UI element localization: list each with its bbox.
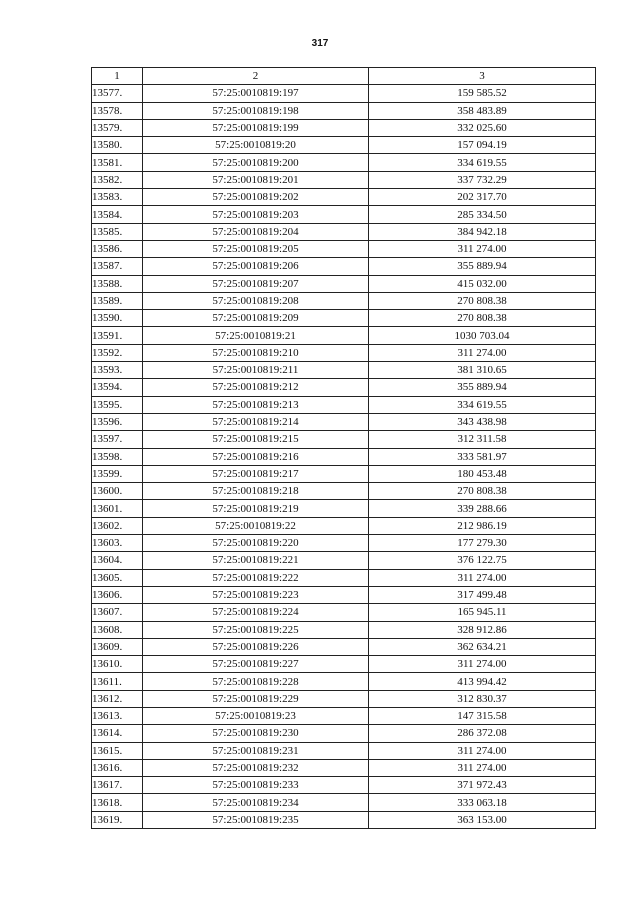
table-row: [92, 586, 596, 603]
table-row: [92, 638, 596, 655]
row-number-cell: 13587.: [92, 258, 143, 275]
cadastral-number-cell: 57:25:0010819:211: [143, 362, 369, 379]
row-number-cell: 13619.: [92, 811, 143, 828]
cadastral-number-cell: 57:25:0010819:209: [143, 310, 369, 327]
cadastral-number-cell: 57:25:0010819:226: [143, 638, 369, 655]
table-row: [92, 777, 596, 794]
cadastral-number-cell: 57:25:0010819:215: [143, 431, 369, 448]
row-number-cell: 13603.: [92, 535, 143, 552]
row-number-cell: 13615.: [92, 742, 143, 759]
cadastral-value-cell: 1030 703.04: [369, 327, 596, 344]
table-row: [92, 206, 596, 223]
page-number: 317: [311, 38, 329, 49]
cadastral-number-cell: 57:25:0010819:230: [143, 725, 369, 742]
table-row: [92, 362, 596, 379]
cadastral-value-cell: 381 310.65: [369, 362, 596, 379]
cadastral-value-cell: 311 274.00: [369, 656, 596, 673]
cadastral-number-cell: 57:25:0010819:207: [143, 275, 369, 292]
table-row: [92, 604, 596, 621]
cadastral-value-cell: 285 334.50: [369, 206, 596, 223]
cadastral-value-cell: 332 025.60: [369, 119, 596, 136]
table-row: [92, 759, 596, 776]
table-row: [92, 85, 596, 102]
table-row: [92, 483, 596, 500]
row-number-cell: 13596.: [92, 413, 143, 430]
row-number-cell: 13613.: [92, 707, 143, 724]
table-row: [92, 189, 596, 206]
cadastral-value-cell: 311 274.00: [369, 240, 596, 257]
cadastral-value-cell: 339 288.66: [369, 500, 596, 517]
cadastral-value-cell: 415 032.00: [369, 275, 596, 292]
table-row: [92, 154, 596, 171]
table-row: [92, 794, 596, 811]
cadastral-number-cell: 57:25:0010819:232: [143, 759, 369, 776]
table-row: [92, 310, 596, 327]
table-row: [92, 275, 596, 292]
cadastral-number-cell: 57:25:0010819:221: [143, 552, 369, 569]
row-number-cell: 13598.: [92, 448, 143, 465]
cadastral-value-cell: 147 315.58: [369, 707, 596, 724]
cadastral-number-cell: 57:25:0010819:197: [143, 85, 369, 102]
row-number-cell: 13618.: [92, 794, 143, 811]
cadastral-value-cell: 355 889.94: [369, 258, 596, 275]
row-number-cell: 13581.: [92, 154, 143, 171]
cadastral-value-table: [91, 67, 596, 829]
cadastral-number-cell: 57:25:0010819:200: [143, 154, 369, 171]
table-row: [92, 413, 596, 430]
row-number-cell: 13601.: [92, 500, 143, 517]
row-number-cell: 13593.: [92, 362, 143, 379]
row-number-cell: 13609.: [92, 638, 143, 655]
cadastral-number-cell: 57:25:0010819:23: [143, 707, 369, 724]
cadastral-number-cell: 57:25:0010819:217: [143, 465, 369, 482]
cadastral-number-cell: 57:25:0010819:205: [143, 240, 369, 257]
cadastral-value-cell: 165 945.11: [369, 604, 596, 621]
cadastral-value-cell: 312 311.58: [369, 431, 596, 448]
cadastral-number-cell: 57:25:0010819:21: [143, 327, 369, 344]
table-row: [92, 742, 596, 759]
table-row: [92, 327, 596, 344]
row-number-cell: 13610.: [92, 656, 143, 673]
row-number-cell: 13611.: [92, 673, 143, 690]
cadastral-value-cell: 358 483.89: [369, 102, 596, 119]
row-number-cell: 13614.: [92, 725, 143, 742]
table-row: [92, 344, 596, 361]
table-row: [92, 707, 596, 724]
cadastral-value-cell: 311 274.00: [369, 344, 596, 361]
column-header-3: 3: [369, 68, 596, 85]
cadastral-number-cell: 57:25:0010819:202: [143, 189, 369, 206]
table-row: [92, 171, 596, 188]
cadastral-value-cell: 311 274.00: [369, 759, 596, 776]
row-number-cell: 13602.: [92, 517, 143, 534]
cadastral-value-cell: 312 830.37: [369, 690, 596, 707]
cadastral-number-cell: 57:25:0010819:222: [143, 569, 369, 586]
cadastral-number-cell: 57:25:0010819:213: [143, 396, 369, 413]
cadastral-value-cell: 212 986.19: [369, 517, 596, 534]
row-number-cell: 13585.: [92, 223, 143, 240]
row-number-cell: 13588.: [92, 275, 143, 292]
cadastral-value-cell: 371 972.43: [369, 777, 596, 794]
cadastral-value-cell: 317 499.48: [369, 586, 596, 603]
row-number-cell: 13595.: [92, 396, 143, 413]
cadastral-number-cell: 57:25:0010819:219: [143, 500, 369, 517]
row-number-cell: 13604.: [92, 552, 143, 569]
cadastral-value-cell: 363 153.00: [369, 811, 596, 828]
cadastral-value-cell: 355 889.94: [369, 379, 596, 396]
column-header-1: 1: [92, 68, 143, 85]
cadastral-number-cell: 57:25:0010819:212: [143, 379, 369, 396]
row-number-cell: 13577.: [92, 85, 143, 102]
cadastral-number-cell: 57:25:0010819:234: [143, 794, 369, 811]
cadastral-number-cell: 57:25:0010819:227: [143, 656, 369, 673]
table-row: [92, 673, 596, 690]
row-number-cell: 13591.: [92, 327, 143, 344]
table-body: [92, 85, 596, 829]
table-row: [92, 465, 596, 482]
cadastral-number-cell: 57:25:0010819:220: [143, 535, 369, 552]
cadastral-number-cell: 57:25:0010819:214: [143, 413, 369, 430]
cadastral-number-cell: 57:25:0010819:224: [143, 604, 369, 621]
row-number-cell: 13592.: [92, 344, 143, 361]
row-number-cell: 13600.: [92, 483, 143, 500]
row-number-cell: 13606.: [92, 586, 143, 603]
cadastral-value-cell: 180 453.48: [369, 465, 596, 482]
cadastral-value-cell: 270 808.38: [369, 292, 596, 309]
table-row: [92, 379, 596, 396]
cadastral-value-cell: 328 912.86: [369, 621, 596, 638]
row-number-cell: 13594.: [92, 379, 143, 396]
cadastral-value-cell: 343 438.98: [369, 413, 596, 430]
table-row: [92, 535, 596, 552]
cadastral-number-cell: 57:25:0010819:22: [143, 517, 369, 534]
row-number-cell: 13590.: [92, 310, 143, 327]
cadastral-number-cell: 57:25:0010819:233: [143, 777, 369, 794]
cadastral-number-cell: 57:25:0010819:199: [143, 119, 369, 136]
table-row: [92, 811, 596, 828]
row-number-cell: 13597.: [92, 431, 143, 448]
table-row: [92, 690, 596, 707]
table-row: [92, 569, 596, 586]
table-row: [92, 621, 596, 638]
row-number-cell: 13589.: [92, 292, 143, 309]
row-number-cell: 13586.: [92, 240, 143, 257]
row-number-cell: 13582.: [92, 171, 143, 188]
cadastral-value-cell: 334 619.55: [369, 154, 596, 171]
table-row: [92, 119, 596, 136]
cadastral-number-cell: 57:25:0010819:231: [143, 742, 369, 759]
table-row: [92, 656, 596, 673]
cadastral-value-cell: 177 279.30: [369, 535, 596, 552]
row-number-cell: 13584.: [92, 206, 143, 223]
cadastral-value-cell: 362 634.21: [369, 638, 596, 655]
table-row: [92, 725, 596, 742]
cadastral-value-cell: 333 063.18: [369, 794, 596, 811]
cadastral-number-cell: 57:25:0010819:206: [143, 258, 369, 275]
row-number-cell: 13579.: [92, 119, 143, 136]
row-number-cell: 13612.: [92, 690, 143, 707]
cadastral-value-cell: 157 094.19: [369, 137, 596, 154]
cadastral-number-cell: 57:25:0010819:235: [143, 811, 369, 828]
row-number-cell: 13616.: [92, 759, 143, 776]
cadastral-number-cell: 57:25:0010819:225: [143, 621, 369, 638]
cadastral-value-cell: 333 581.97: [369, 448, 596, 465]
cadastral-number-cell: 57:25:0010819:223: [143, 586, 369, 603]
cadastral-number-cell: 57:25:0010819:210: [143, 344, 369, 361]
row-number-cell: 13583.: [92, 189, 143, 206]
cadastral-value-cell: 413 994.42: [369, 673, 596, 690]
table-row: [92, 500, 596, 517]
table-row: [92, 396, 596, 413]
table-row: [92, 258, 596, 275]
cadastral-value-cell: 311 274.00: [369, 742, 596, 759]
row-number-cell: 13580.: [92, 137, 143, 154]
table-header-row: [92, 68, 596, 85]
row-number-cell: 13617.: [92, 777, 143, 794]
cadastral-number-cell: 57:25:0010819:198: [143, 102, 369, 119]
cadastral-value-cell: 270 808.38: [369, 310, 596, 327]
cadastral-value-cell: 376 122.75: [369, 552, 596, 569]
cadastral-number-cell: 57:25:0010819:218: [143, 483, 369, 500]
cadastral-number-cell: 57:25:0010819:216: [143, 448, 369, 465]
cadastral-number-cell: 57:25:0010819:20: [143, 137, 369, 154]
table-row: [92, 517, 596, 534]
column-header-2: 2: [143, 68, 369, 85]
cadastral-value-cell: 311 274.00: [369, 569, 596, 586]
table-row: [92, 240, 596, 257]
cadastral-value-cell: 337 732.29: [369, 171, 596, 188]
cadastral-value-cell: 334 619.55: [369, 396, 596, 413]
cadastral-value-cell: 270 808.38: [369, 483, 596, 500]
cadastral-number-cell: 57:25:0010819:229: [143, 690, 369, 707]
table-row: [92, 137, 596, 154]
table-row: [92, 102, 596, 119]
row-number-cell: 13607.: [92, 604, 143, 621]
cadastral-value-cell: 159 585.52: [369, 85, 596, 102]
row-number-cell: 13608.: [92, 621, 143, 638]
row-number-cell: 13599.: [92, 465, 143, 482]
table-row: [92, 552, 596, 569]
cadastral-value-cell: 384 942.18: [369, 223, 596, 240]
cadastral-number-cell: 57:25:0010819:208: [143, 292, 369, 309]
table-row: [92, 448, 596, 465]
cadastral-number-cell: 57:25:0010819:228: [143, 673, 369, 690]
cadastral-number-cell: 57:25:0010819:201: [143, 171, 369, 188]
row-number-cell: 13605.: [92, 569, 143, 586]
cadastral-number-cell: 57:25:0010819:204: [143, 223, 369, 240]
table-row: [92, 223, 596, 240]
table-row: [92, 292, 596, 309]
cadastral-number-cell: 57:25:0010819:203: [143, 206, 369, 223]
cadastral-value-cell: 202 317.70: [369, 189, 596, 206]
table-row: [92, 431, 596, 448]
row-number-cell: 13578.: [92, 102, 143, 119]
cadastral-value-cell: 286 372.08: [369, 725, 596, 742]
